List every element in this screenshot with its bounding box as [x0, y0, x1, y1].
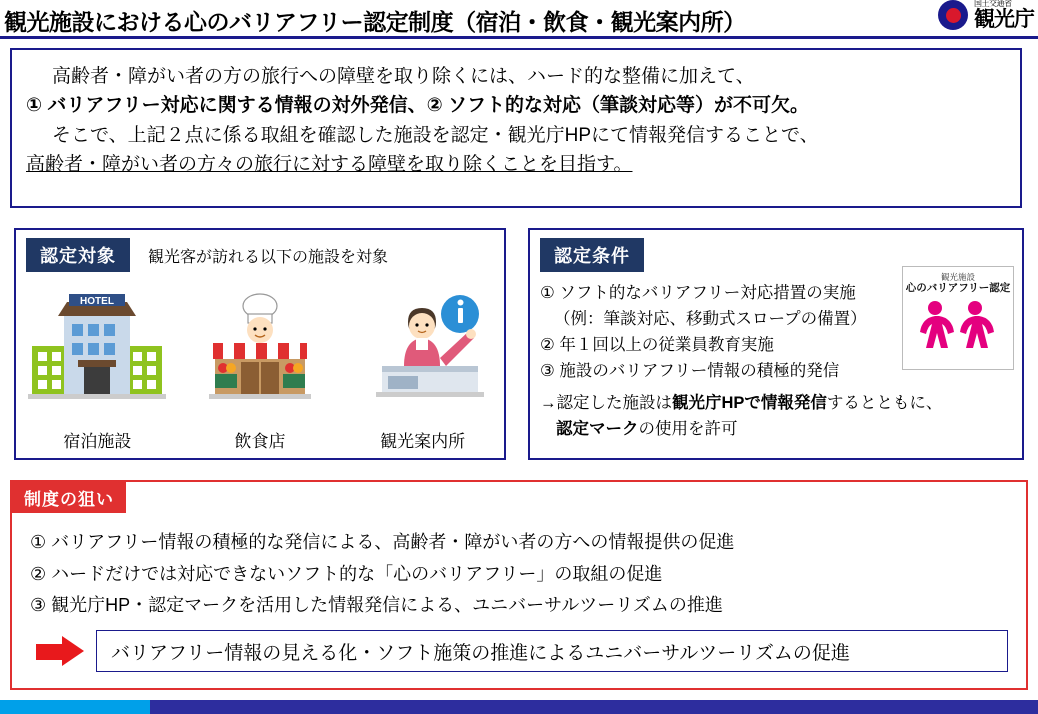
certification-mark [902, 266, 1014, 370]
facility-caption-restaurant: 飲食店 [234, 432, 286, 451]
agency-logo [938, 0, 1034, 30]
aim-list [12, 513, 1026, 622]
footer-bar [0, 700, 1038, 714]
intro-line-2: ① バリアフリー対応に関する情報の対外発信、② ソフト的な対応（筆談対応等）が不可欠。 [26, 95, 809, 117]
aim-summary-text: バリアフリー情報の見える化・ソフト施策の推進によるユニバーサルツーリズムの促進 [111, 642, 850, 664]
facility-caption-information: 観光案内所 [380, 432, 466, 451]
conditions-mark-bold: 認定マーク [556, 420, 639, 439]
intro-line-3 [26, 121, 1006, 150]
hotel-icon [22, 288, 172, 408]
agency-ministry-label: 国土交通省 [974, 0, 1012, 8]
target-tab-label: 認定対象 [26, 238, 130, 272]
restaurant-icon [185, 288, 335, 408]
intro-line-4: 高齢者・障がい者の方々の旅行に対する障壁を取り除くことを目指す。 [26, 154, 633, 176]
page-header [0, 0, 1038, 40]
target-header [26, 238, 494, 272]
facility-caption-hotel: 宿泊施設 [63, 432, 132, 451]
certification-mark-figures-icon [903, 297, 1007, 349]
arrow-right-icon [36, 636, 86, 666]
agency-emblem-icon [938, 0, 968, 30]
information-desk-icon [348, 288, 498, 408]
conditions-mark-suffix: の使用を許可 [638, 420, 738, 439]
aim-item-2: ② ハードだけでは対応できないソフト的な「心のバリアフリー」の取組の促進 [30, 563, 663, 584]
svg-text:HOTEL: HOTEL [80, 296, 115, 307]
conditions-result-line-1 [540, 390, 1012, 416]
conditions-result-prefix: →認定した施設は [540, 394, 672, 413]
target-box [14, 228, 506, 460]
certification-mark-big-label: 心のバリアフリー認定 [905, 282, 1011, 295]
aim-summary-box [96, 630, 1008, 672]
condition-item-2: ② 年１回以上の従業員教育実施 [540, 336, 774, 355]
footer-accent [0, 700, 150, 714]
agency-name-label: 観光庁 [974, 8, 1034, 31]
conditions-box [528, 228, 1024, 460]
conditions-tab-label: 認定条件 [540, 238, 644, 272]
condition-item-1-example: （例：筆談対応、移動式スロープの備置） [554, 310, 867, 329]
aim-tab-label: 制度の狙い [12, 482, 126, 513]
facility-captions [16, 427, 504, 452]
aim-item-1: ① バリアフリー情報の積極的な発信による、高齢者・障がい者の方への情報提供の促進 [30, 532, 735, 552]
conditions-result-bold: 観光庁HPで情報発信 [672, 394, 827, 413]
intro-line-3-text: そこで、上記２点に係る取組を確認した施設を認定・観光庁HPにて情報発信することで、 [52, 124, 819, 146]
conditions-result-line-2 [540, 416, 1012, 442]
conditions-result-suffix: するとともに、 [826, 394, 943, 413]
target-subtitle: 観光客が訪れる以下の施設を対象 [148, 248, 389, 266]
header-divider [0, 36, 1038, 39]
aim-item-3: ③ 観光庁HP・認定マークを活用した情報発信による、ユニバーサルツーリズムの推進 [30, 595, 723, 615]
facility-restaurant [185, 288, 335, 408]
facility-illustrations [16, 278, 504, 408]
facility-hotel [22, 288, 172, 408]
facility-information [348, 288, 498, 408]
certification-mark-small-label: 観光施設 [940, 272, 975, 282]
intro-line-1: 高齢者・障がい者の方の旅行への障壁を取り除くには、ハード的な整備に加えて、 [52, 66, 755, 87]
condition-item-1: ① ソフト的なバリアフリー対応措置の実施 [540, 284, 856, 302]
page-title: 観光施設における心のバリアフリー認定制度（宿泊・飲食・観光案内所） [4, 9, 746, 35]
aim-summary [36, 630, 1008, 672]
aim-box [10, 480, 1028, 690]
condition-item-3: ③ 施設のバリアフリー情報の積極的発信 [540, 362, 840, 381]
intro-box [10, 48, 1022, 208]
